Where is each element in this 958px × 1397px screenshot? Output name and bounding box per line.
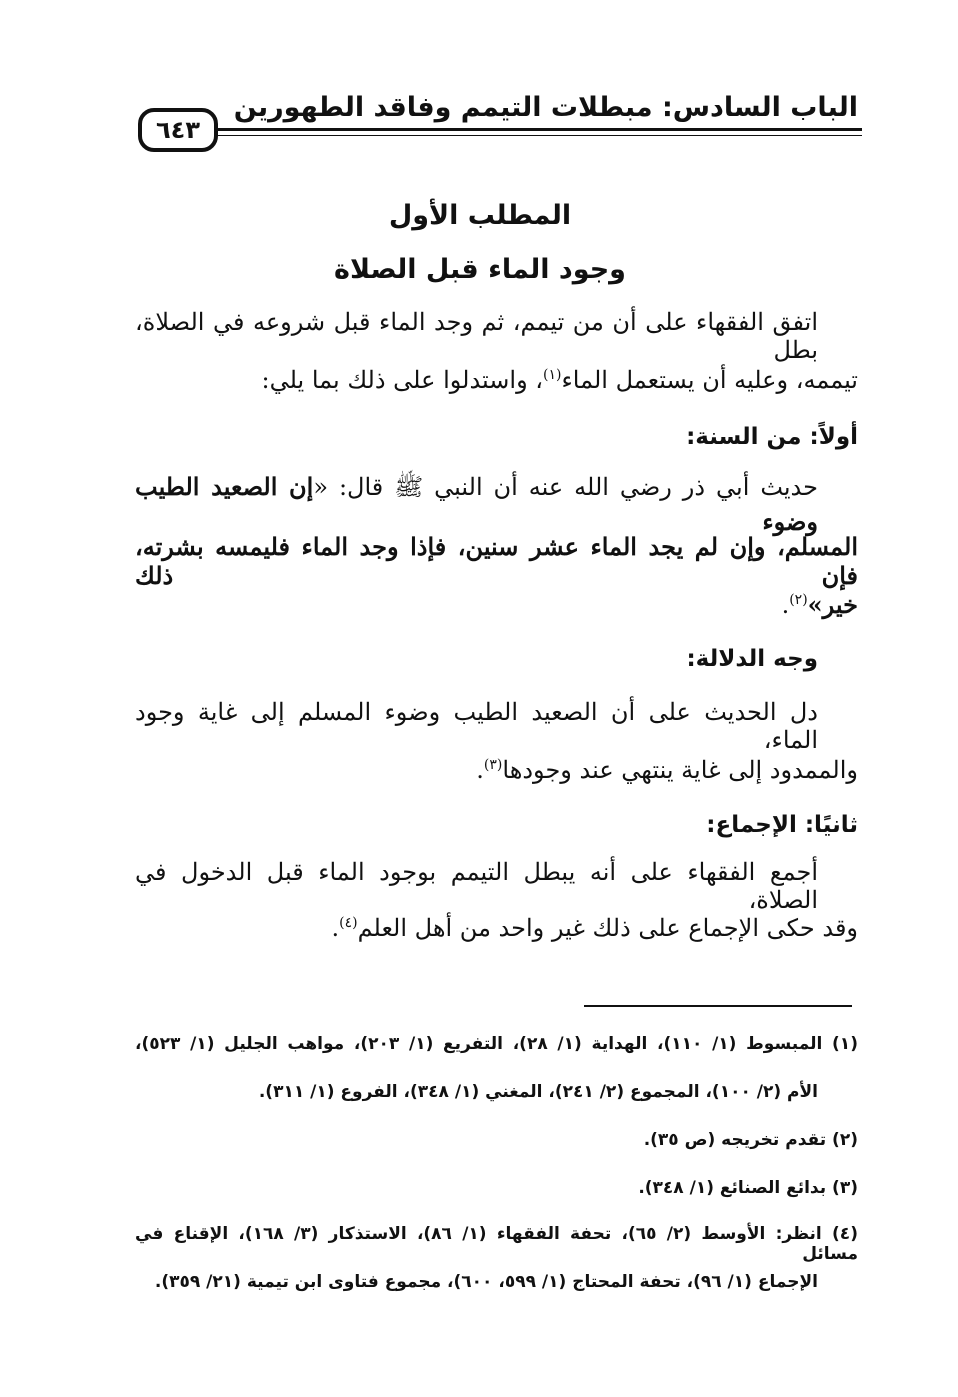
hadith-line-2 xyxy=(135,532,858,590)
intro-line-1: اتفق الفقهاء على أن من تيمم، ثم وجد الماء قبل شروعه في الصلاة، بطل xyxy=(135,308,818,364)
hadith-line-1 xyxy=(135,472,818,536)
ijma-period: . xyxy=(331,914,340,942)
section-title: المطلب الأول xyxy=(388,200,572,231)
intro-line-2 xyxy=(261,366,858,394)
footnote-2: (٢) تقدم تخريجه (ص ٣٥). xyxy=(643,1130,858,1150)
section-subtitle: وجود الماء قبل الصلاة xyxy=(334,254,626,285)
dalalah-heading: وجه الدلالة: xyxy=(686,646,818,672)
hadith-period: . xyxy=(781,591,790,619)
header-rule xyxy=(214,128,862,131)
footnote-ref-4[interactable]: (٤) xyxy=(339,915,358,931)
ijma-line-1: أجمع الفقهاء على أنه يبطل التيمم بوجود الماء قبل الدخول في الصلاة، xyxy=(135,858,818,914)
dalalah-line-2 xyxy=(476,756,858,784)
hadith-intro: حديث أبي ذر رضي الله عنه أن النبي ﷺ قال: « xyxy=(313,473,818,501)
header-rule-thin xyxy=(214,135,862,136)
sunnah-heading: أولاً: من السنة: xyxy=(686,424,858,450)
running-header-title: الباب السادس: مبطلات التيمم وفاقد الطهورين xyxy=(233,92,858,123)
footnote-ref-1[interactable]: (١) xyxy=(543,367,562,383)
intro-text: تيممه، وعليه أن يستعمل الماء xyxy=(561,366,858,394)
page-number: ٦٤٣ xyxy=(138,108,218,152)
footnote-1-line-1: (١) المبسوط (١/ ١١٠)، الهداية (١/ ٢٨)، التفريع (١/ ٢٠٣)، مواهب الجليل (١/ ٥٢٣)، xyxy=(135,1034,858,1054)
hadith-line-3 xyxy=(782,590,858,619)
intro-text-end: ، واستدلوا على ذلك بما يلي: xyxy=(261,366,544,394)
footnote-4-line-2: الإجماع (١/ ٩٦)، تحفة المحتاج (١/ ٥٩٩، ٦٠٠)، مجموع فتاوى ابن تيمية (٢١/ ٣٥٩). xyxy=(154,1272,818,1292)
dalalah-period: . xyxy=(476,756,484,784)
hadith-text-start: إن الصعيد الطيب وضوء xyxy=(135,472,818,536)
dalalah-line-1: دل الحديث على أن الصعيد الطيب وضوء المسلم إلى غاية وجود الماء، xyxy=(135,698,818,754)
hadith-text: المسلم، وإن لم يجد الماء عشر سنين، فإذا وجد الماء فليمسه بشرته، فإن ذلك xyxy=(135,532,858,590)
footnote-separator xyxy=(584,1005,852,1007)
footnote-1-line-2: الأم (٢/ ١٠٠)، المجموع (٢/ ٢٤١)، المغني (١/ ٣٤٨)، الفروع (١/ ٣١١). xyxy=(258,1082,818,1102)
footnote-4-line-1: (٤) انظر: الأوسط (٢/ ٦٥)، تحفة الفقهاء (١/ ٨٦)، الاستذكار (٣/ ١٦٨)، الإقناع في مسائل xyxy=(135,1224,858,1264)
footnote-3: (٣) بدائع الصنائع (١/ ٣٤٨). xyxy=(638,1178,858,1198)
ijma-text: وقد حكى الإجماع على ذلك غير واحد من أهل العلم xyxy=(357,914,858,942)
footnote-ref-2[interactable]: (٢) xyxy=(789,592,808,608)
hadith-text-end: خير» xyxy=(807,590,858,619)
dalalah-text: والممدود إلى غاية ينتهي عند وجودها xyxy=(502,756,858,784)
ijma-line-2 xyxy=(331,914,858,942)
footnote-ref-3[interactable]: (٣) xyxy=(483,757,503,773)
ijma-heading: ثانيًا: الإجماع: xyxy=(706,812,858,838)
